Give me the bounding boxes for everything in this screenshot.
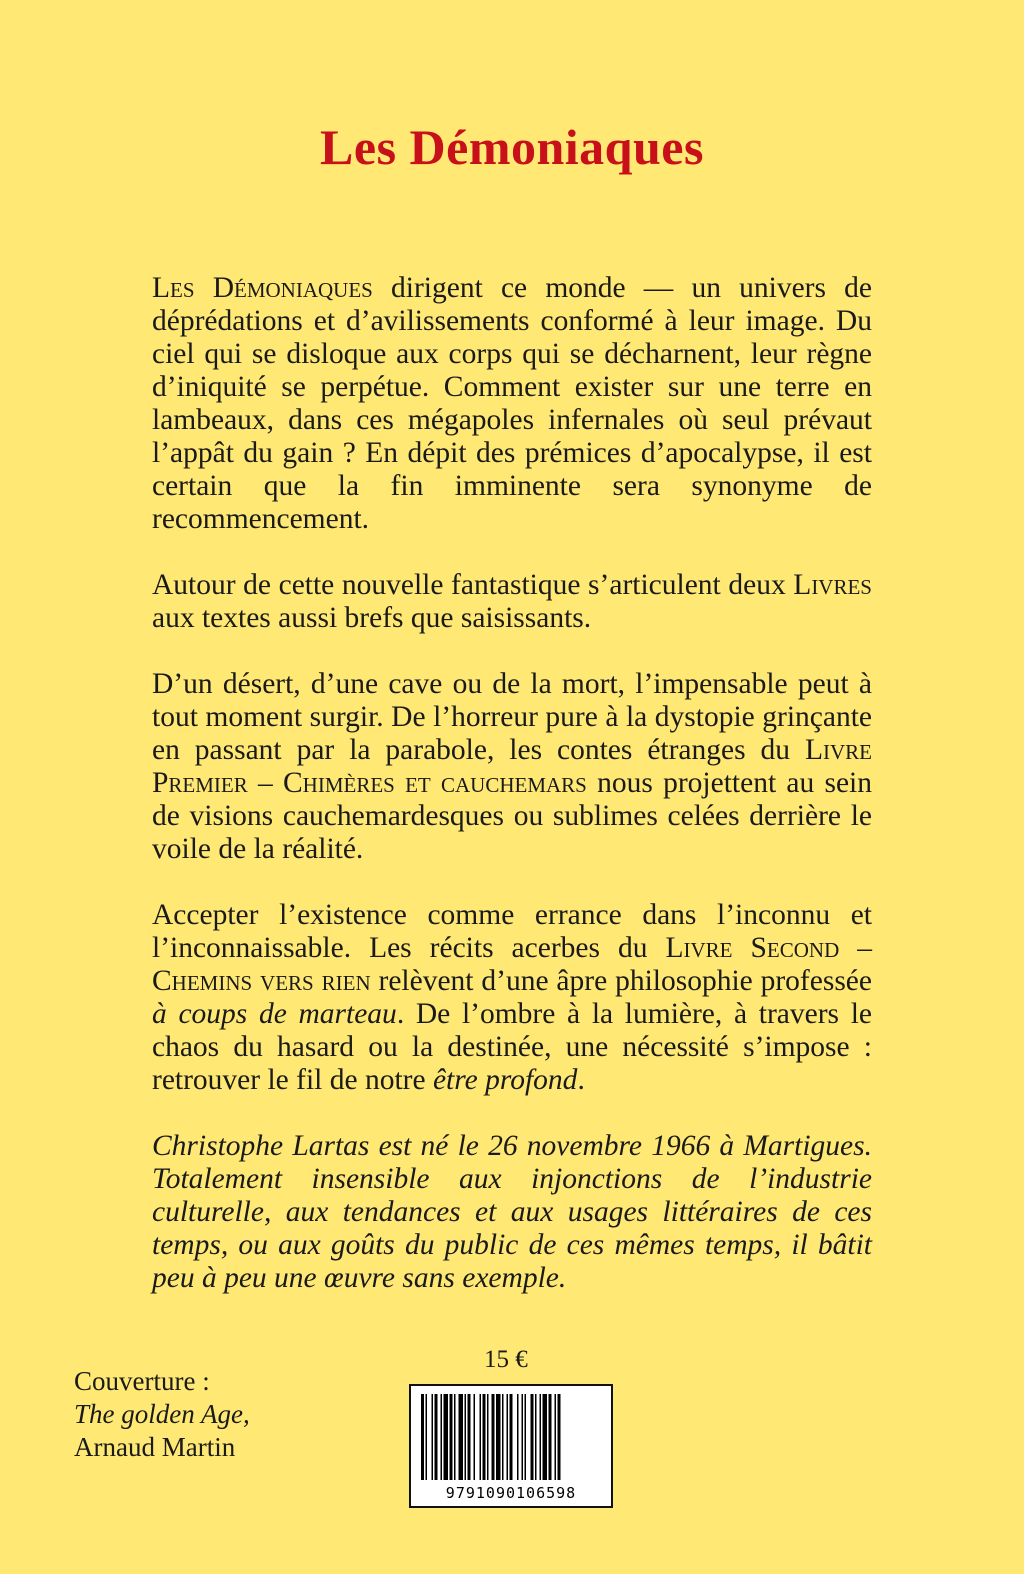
isbn-digits: 9791090106598 bbox=[445, 1484, 577, 1502]
book-two-italic-hammer: à coups de marteau bbox=[152, 998, 397, 1030]
intro-text: dirigent ce monde — un univers de déprédations et d’avilissements conformé à leur image. Du ciel qui se disloque aux corps qui se décharnent, leur règne d’iniquité se perpétue. Comment exister sur une terre en lambeaux, dans ces mégapoles infernales où seul prévaut l’appât du gain ? En dépit des prémices d’apocalypse, il est certain que la fin imminente sera synonyme de recommencement. bbox=[152, 272, 872, 535]
author-bio: Christophe Lartas est né le 26 novembre 1966 à Martigues. Totalement insensible aux injonctions de l’industrie culturelle, aux tendances et aux usages littéraires de ces temps, ou aux goûts du public de ces mêmes temps, il bâtit peu à peu une œuvre sans exemple. bbox=[152, 1130, 872, 1294]
paragraph-books bbox=[152, 569, 872, 635]
cover-credits bbox=[74, 1365, 250, 1464]
book-title: Les Démoniaques bbox=[320, 119, 704, 175]
books-text-before: Autour de cette nouvelle fantastique s’articulent deux bbox=[152, 569, 794, 601]
books-text-after: aux textes aussi brefs que saisissants. bbox=[152, 602, 592, 634]
paragraph-book-two bbox=[152, 899, 872, 1097]
paragraph-book-one bbox=[152, 668, 872, 866]
book-two-text-before: Accepter l’existence comme errance dans l’inconnu et l’inconnaissable. Les récits acerbes du bbox=[152, 899, 872, 964]
cover-credits-artist: Arnaud Martin bbox=[74, 1432, 236, 1462]
paragraph-intro bbox=[152, 272, 872, 536]
book-two-text-mid2: . De l’ombre à la lumière, à travers le chaos du hasard ou la destinée, une nécessité s’impose : retrouver le fil de notre bbox=[152, 998, 872, 1096]
books-smallcaps: Livres bbox=[793, 569, 872, 601]
cover-credits-label: Couverture : bbox=[74, 1366, 210, 1396]
book-two-text-after: . bbox=[577, 1064, 585, 1096]
back-cover-text bbox=[152, 272, 872, 1328]
price: 15 € bbox=[484, 1346, 528, 1373]
book-two-title: Livre Second – Chemins vers rien bbox=[152, 932, 872, 997]
book-two-text-mid: relèvent d’une âpre philosophie professée bbox=[370, 965, 872, 997]
intro-title-smallcaps: Les Démoniaques bbox=[152, 272, 373, 304]
cover-credits-work: The golden Age, bbox=[74, 1399, 250, 1429]
book-one-text-before: D’un désert, d’une cave ou de la mort, l’impensable peut à tout moment surgir. De l’horreur pure à la dystopie grinçante en passant par la parabole, les contes étranges du bbox=[152, 668, 872, 766]
book-one-title: Livre Premier – Chimères et cauchemars bbox=[152, 734, 872, 799]
barcode-bars-icon bbox=[419, 1394, 603, 1480]
book-two-italic-being: être profond bbox=[432, 1064, 578, 1096]
isbn-barcode bbox=[409, 1384, 613, 1508]
book-one-text-after: nous projettent au sein de visions cauchemardesques ou sublimes celées derrière le voile de la réalité. bbox=[152, 767, 872, 865]
